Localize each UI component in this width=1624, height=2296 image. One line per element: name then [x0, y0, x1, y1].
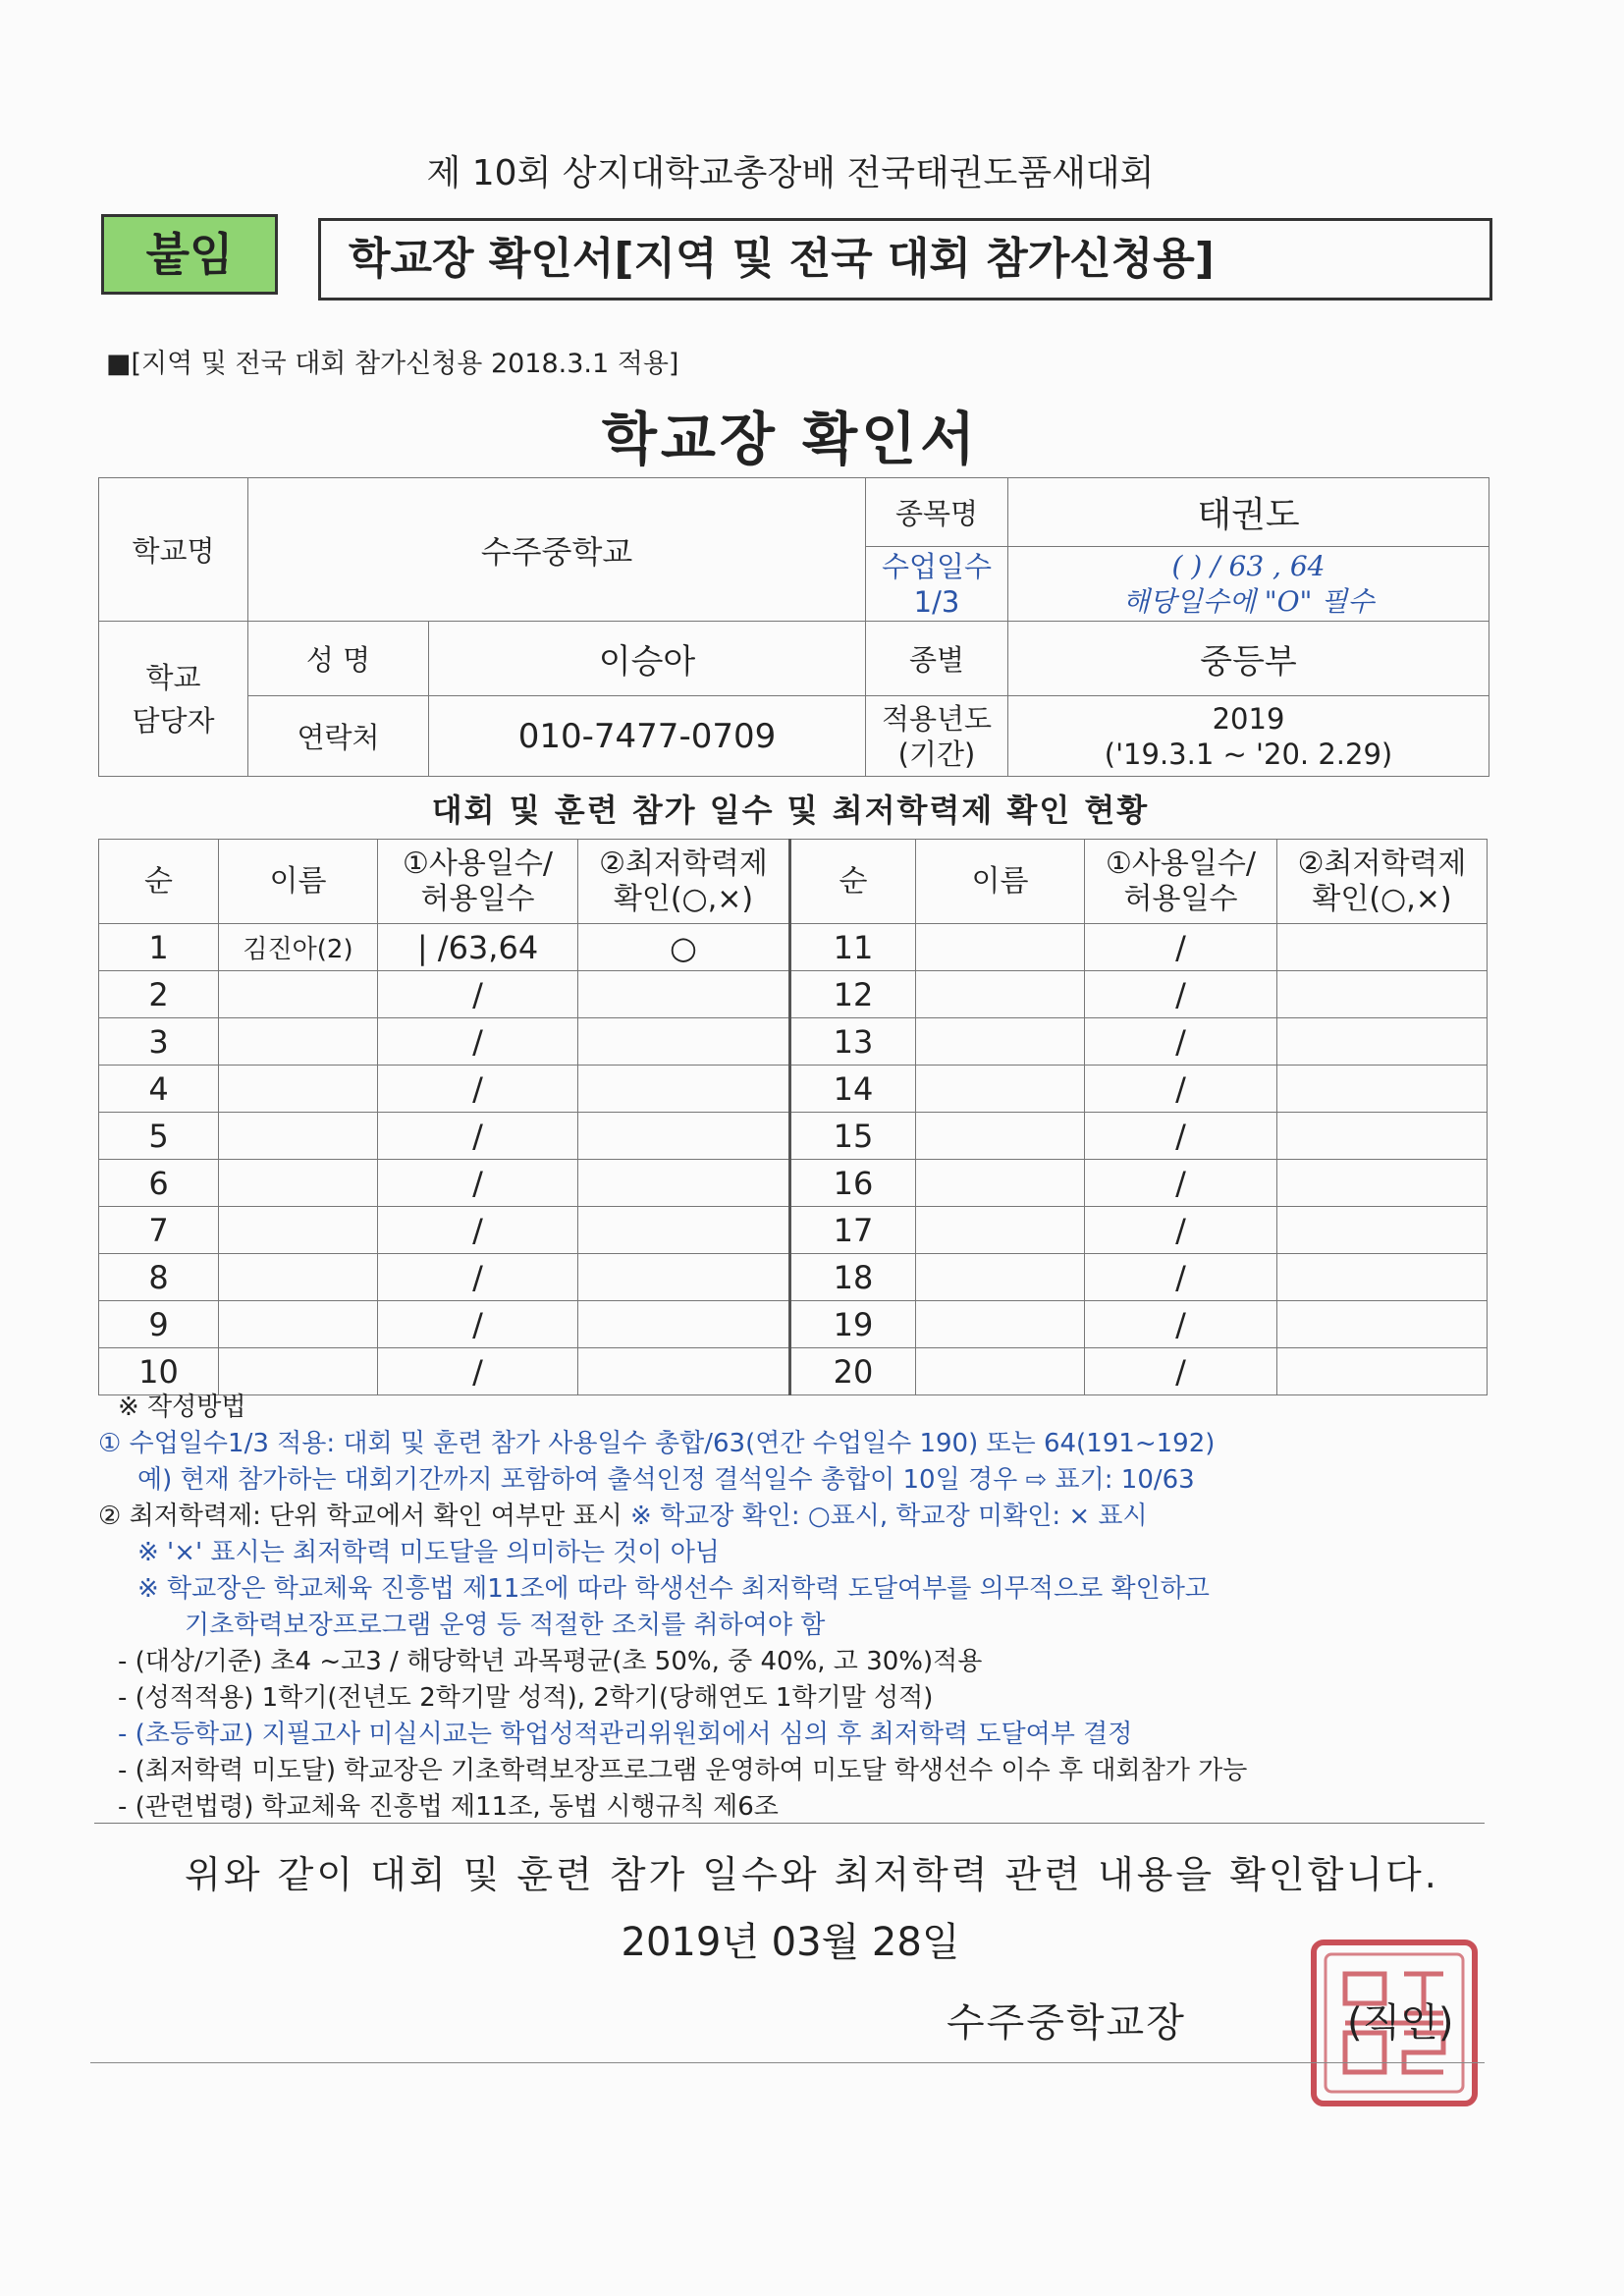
class-days-value-line1: ( ) / 63 , 64: [1171, 549, 1326, 582]
col-days-right-line1: ①사용일수/: [1106, 846, 1256, 881]
school-value: 수주중학교: [248, 478, 866, 622]
seal-label: (직인): [1347, 2000, 1454, 2046]
detail-3: - (초등학교) 지필고사 미실시교는 학업성적관리위원회에서 심의 후 최저학력 도달여부 결정: [118, 1720, 1133, 1749]
row-name: [916, 924, 1085, 971]
form-header-title: 학교장 확인서[지역 및 전국 대회 참가신청용]: [318, 218, 1492, 301]
table-row: [99, 924, 1488, 971]
staff-label-line2: 담당자: [132, 703, 215, 738]
row-no: 6: [99, 1160, 219, 1207]
row-no: 2: [99, 971, 219, 1018]
table-row: [99, 1066, 1488, 1113]
table-row: [99, 1018, 1488, 1066]
principal-title: 수주중학교장: [947, 2000, 1186, 2046]
row-check: [578, 971, 790, 1018]
row-check: [1277, 1348, 1488, 1395]
col-days-right-line2: 허용일수: [1123, 881, 1238, 916]
row-check: [578, 1066, 790, 1113]
row-name: [219, 1066, 378, 1113]
row-check: [1277, 1254, 1488, 1301]
class-days-label-line1: 수업일수: [881, 549, 993, 583]
table-row: [99, 1301, 1488, 1348]
year-value-line2: ('19.3.1 ~ '20. 2.29): [1104, 737, 1393, 771]
col-min-right-line1: ②최저학력제: [1297, 846, 1467, 881]
row-name: 김진아(2): [219, 924, 378, 971]
col-name: 이름: [219, 840, 378, 924]
document-date: 2019년 03월 28일: [621, 1920, 960, 1965]
row-days: /: [378, 1207, 578, 1254]
row-name: [219, 1301, 378, 1348]
event-title: 제 10회 상지대학교총장배 전국태권도품새대회: [426, 153, 1155, 193]
note-2a: ② 최저학력제: 단위 학교에서 확인 여부만 표시: [98, 1502, 623, 1531]
sport-value: 태권도: [1008, 478, 1489, 547]
row-no: 9: [99, 1301, 219, 1348]
row-check: [578, 1301, 790, 1348]
row-check: [578, 1018, 790, 1066]
row-days: | /63,64: [378, 924, 578, 971]
row-no: 20: [790, 1348, 916, 1395]
row-no: 3: [99, 1018, 219, 1066]
row-days: /: [1085, 1113, 1277, 1160]
row-check: [1277, 1066, 1488, 1113]
table-row: [99, 1113, 1488, 1160]
division-label: 종별: [866, 622, 1008, 696]
row-name: [916, 1066, 1085, 1113]
class-days-value-line2: 해당일수에 "O" 필수: [1122, 584, 1375, 618]
row-name: [219, 1113, 378, 1160]
row-check: [578, 1348, 790, 1395]
col-no: 순: [99, 840, 219, 924]
row-no: 4: [99, 1066, 219, 1113]
col-min-right: [1277, 840, 1488, 924]
col-days: [378, 840, 578, 924]
detail-1: - (대상/기준) 초4 ~고3 / 해당학년 과목평균(초 50%, 중 40%, 고 30%)적용: [118, 1647, 983, 1676]
row-check: [578, 1160, 790, 1207]
detail-2: - (성적적용) 1학기(전년도 2학기말 성적), 2학기(당해연도 1학기말 성적): [118, 1683, 934, 1713]
notes-heading: ※ 작성방법: [118, 1393, 246, 1422]
row-days: /: [1085, 1254, 1277, 1301]
row-no: 8: [99, 1254, 219, 1301]
row-no: 12: [790, 971, 916, 1018]
sport-label: 종목명: [866, 478, 1008, 547]
col-days-line2: 허용일수: [420, 881, 535, 916]
row-check: [578, 1113, 790, 1160]
main-title: 학교장 확인서: [601, 406, 980, 472]
year-label-line2: (기간): [897, 737, 976, 771]
row-days: /: [378, 1018, 578, 1066]
row-days: /: [1085, 1066, 1277, 1113]
row-days: /: [378, 1113, 578, 1160]
row-name: [219, 1160, 378, 1207]
name-label: 성 명: [248, 622, 429, 696]
row-check: [1277, 1018, 1488, 1066]
year-label-line1: 적용년도: [881, 701, 993, 736]
row-name: [916, 1018, 1085, 1066]
table-row: [99, 1160, 1488, 1207]
row-check: [1277, 1301, 1488, 1348]
row-days: /: [1085, 1018, 1277, 1066]
status-title: 대회 및 훈련 참가 일수 및 최저학력제 확인 현황: [431, 792, 1150, 829]
row-days: /: [378, 1160, 578, 1207]
row-name: [916, 1348, 1085, 1395]
table-header-row: [99, 840, 1488, 924]
row-name: [916, 1207, 1085, 1254]
note-4b: 기초학력보장프로그램 운영 등 적절한 조치를 취하여야 함: [185, 1611, 826, 1640]
confirm-statement: 위와 같이 대회 및 훈련 참가 일수와 최저학력 관련 내용을 확인합니다.: [185, 1853, 1439, 1896]
row-check: ○: [578, 924, 790, 971]
row-name: [219, 1018, 378, 1066]
row-days: /: [1085, 1160, 1277, 1207]
row-check: [578, 1254, 790, 1301]
table-row: [99, 971, 1488, 1018]
row-no: 7: [99, 1207, 219, 1254]
table-row: [99, 1207, 1488, 1254]
row-name: [916, 1301, 1085, 1348]
attach-badge: 붙임: [101, 214, 278, 295]
row-no: 19: [790, 1301, 916, 1348]
apply-note: ■[지역 및 전국 대회 참가신청용 2018.3.1 적용]: [106, 349, 679, 379]
name-value: 이승아: [429, 622, 866, 696]
participant-table: [98, 839, 1488, 1395]
col-min-line1: ②최저학력제: [599, 846, 768, 881]
row-days: /: [378, 1301, 578, 1348]
row-no: 15: [790, 1113, 916, 1160]
row-no: 11: [790, 924, 916, 971]
row-days: /: [1085, 971, 1277, 1018]
divider: [94, 1823, 1485, 1824]
col-days-line1: ①사용일수/: [403, 846, 553, 881]
row-name: [916, 1254, 1085, 1301]
row-check: [1277, 971, 1488, 1018]
bottom-divider: [90, 2062, 1485, 2063]
info-table: [98, 477, 1489, 777]
year-value: [1008, 696, 1489, 777]
note-1a: ① 수업일수1/3 적용: 대회 및 훈련 참가 사용일수 총합/63(연간 수업일수 190) 또는 64(191~192): [98, 1429, 1216, 1458]
year-label: [866, 696, 1008, 777]
row-check: [1277, 1113, 1488, 1160]
writing-notes: [98, 1390, 1522, 1826]
row-no: 16: [790, 1160, 916, 1207]
row-days: /: [378, 971, 578, 1018]
row-no: 13: [790, 1018, 916, 1066]
contact-label: 연락처: [248, 696, 429, 777]
detail-4: - (최저학력 미도달) 학교장은 기초학력보장프로그램 운영하여 미도달 학생선수 이수 후 대회참가 가능: [118, 1756, 1248, 1785]
table-row: [99, 1348, 1488, 1395]
row-check: [578, 1207, 790, 1254]
col-days-right: [1085, 840, 1277, 924]
row-name: [916, 1113, 1085, 1160]
col-min: [578, 840, 790, 924]
col-min-right-line2: 확인(○,×): [1312, 881, 1452, 916]
contact-value: 010-7477-0709: [429, 696, 866, 777]
school-label: 학교명: [99, 478, 248, 622]
row-no: 10: [99, 1348, 219, 1395]
row-days: /: [1085, 1207, 1277, 1254]
row-check: [1277, 1160, 1488, 1207]
row-name: [219, 971, 378, 1018]
row-days: /: [378, 1254, 578, 1301]
year-value-line1: 2019: [1212, 701, 1285, 736]
row-no: 18: [790, 1254, 916, 1301]
note-1b: 예) 현재 참가하는 대회기간까지 포함하여 출석인정 결석일수 총합이 10일 경우 ⇨ 표기: 10/63: [137, 1465, 1195, 1495]
row-days: /: [378, 1066, 578, 1113]
row-name: [219, 1348, 378, 1395]
class-days-value: [1008, 547, 1489, 622]
row-name: [916, 971, 1085, 1018]
row-days: /: [1085, 1348, 1277, 1395]
note-2: [98, 1499, 1522, 1535]
class-days-label: [866, 547, 1008, 622]
row-no: 14: [790, 1066, 916, 1113]
note-2b: ※ 학교장 확인: ○표시, 학교장 미확인: × 표시: [622, 1502, 1148, 1531]
row-check: [1277, 924, 1488, 971]
col-name-right: 이름: [916, 840, 1085, 924]
detail-5: - (관련법령) 학교체육 진흥법 제11조, 동법 시행규칙 제6조: [118, 1792, 779, 1822]
division-value: 중등부: [1008, 622, 1489, 696]
col-min-line2: 확인(○,×): [613, 881, 754, 916]
row-name: [916, 1160, 1085, 1207]
row-days: /: [378, 1348, 578, 1395]
row-days: /: [1085, 924, 1277, 971]
staff-label: [99, 622, 248, 777]
row-check: [1277, 1207, 1488, 1254]
row-name: [219, 1254, 378, 1301]
note-4a: ※ 학교장은 학교체육 진흥법 제11조에 따라 학생선수 최저학력 도달여부를 의무적으로 확인하고: [137, 1574, 1210, 1604]
table-row: [99, 1254, 1488, 1301]
row-no: 1: [99, 924, 219, 971]
col-no-right: 순: [790, 840, 916, 924]
note-3: ※ '×' 표시는 최저학력 미도달을 의미하는 것이 아님: [137, 1538, 720, 1567]
row-no: 17: [790, 1207, 916, 1254]
row-name: [219, 1207, 378, 1254]
row-days: /: [1085, 1301, 1277, 1348]
row-no: 5: [99, 1113, 219, 1160]
class-days-label-line2: 1/3: [913, 584, 960, 619]
staff-label-line1: 학교: [145, 660, 201, 694]
